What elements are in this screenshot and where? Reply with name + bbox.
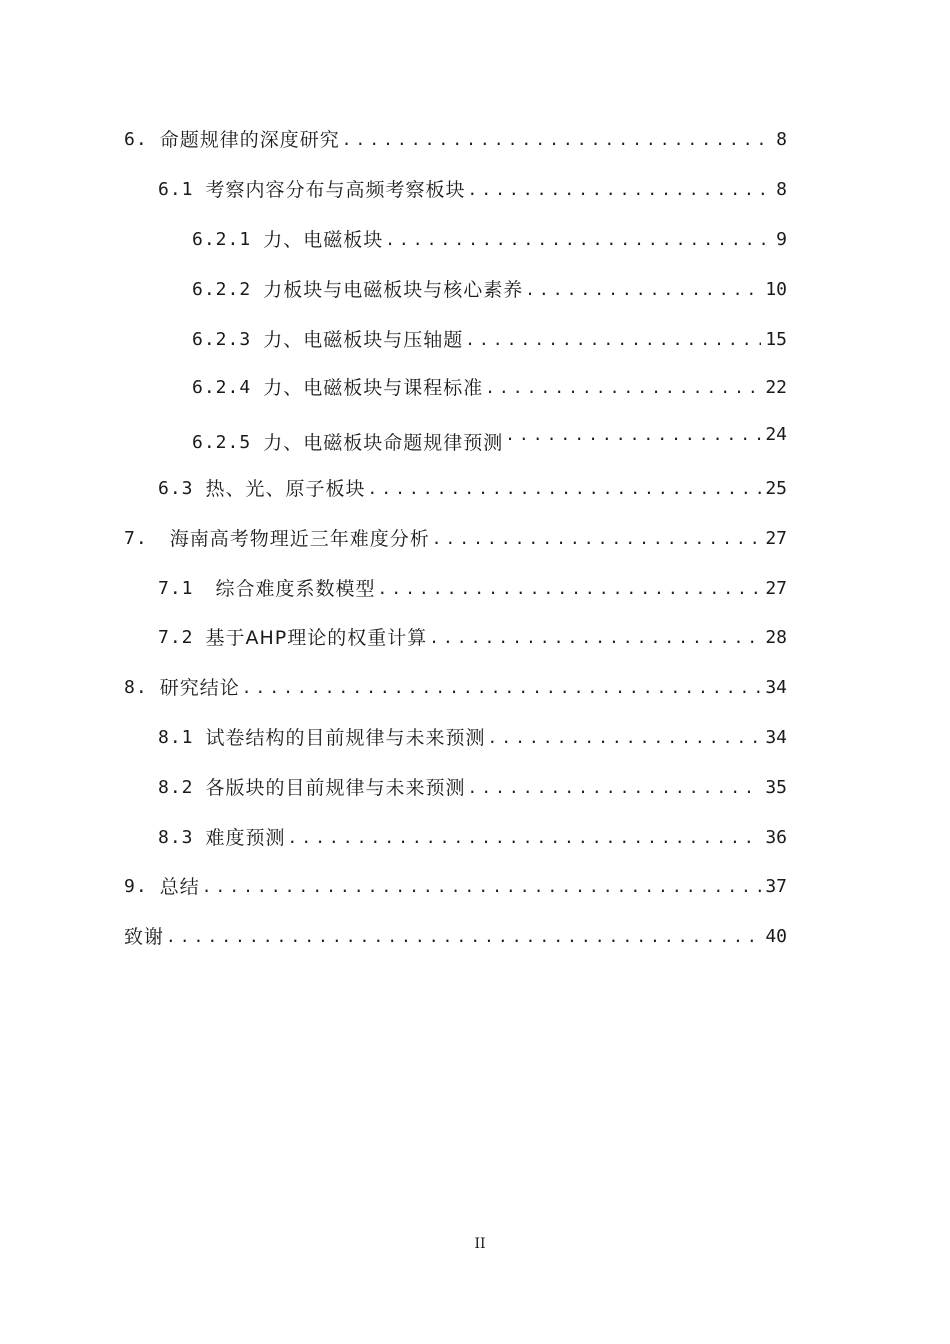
toc-entry-page: 34 [765, 677, 787, 698]
toc-entry[interactable] [158, 774, 787, 802]
toc-dot-leader [166, 923, 761, 951]
toc-entry-page: 40 [765, 926, 787, 947]
toc-dot-leader [242, 674, 762, 702]
toc-entry[interactable] [158, 624, 787, 652]
toc-entry[interactable] [158, 475, 787, 503]
toc-entry-title: 力板块与电磁板块与核心素养 [263, 279, 524, 301]
toc-entry[interactable] [158, 724, 787, 752]
toc-dot-leader [429, 624, 761, 652]
toc-dot-leader [485, 374, 761, 402]
toc-entry-title: 难度预测 [205, 827, 286, 849]
toc-dot-leader [368, 475, 762, 503]
toc-entry-title: 力、电磁板块与课程标准 [263, 377, 484, 399]
toc-entry-page: 22 [765, 377, 787, 398]
toc-entry-page: 15 [765, 329, 787, 350]
toc-entry-title: 研究结论 [159, 677, 240, 699]
toc-entry-number: 8. [124, 677, 148, 698]
toc-dot-leader [288, 824, 762, 852]
toc-entry-number: 6.2.2 [192, 279, 252, 300]
toc-dot-leader [378, 575, 762, 603]
toc-dot-leader [525, 276, 761, 304]
toc-entry-page: 8 [776, 129, 787, 150]
toc-entry-page: 9 [776, 229, 787, 250]
toc-entry-title: 力、电磁板块命题规律预测 [263, 432, 504, 454]
toc-entry-title: 综合难度系数模型 [215, 578, 376, 600]
toc-dot-leader [505, 421, 761, 449]
toc-entry-title: 力、电磁板块与压轴题 [263, 329, 464, 351]
toc-dot-leader [488, 724, 762, 752]
page-number: II [474, 1236, 486, 1252]
toc-entry-title: 力、电磁板块 [263, 229, 384, 251]
toc-entry-number: 6.2.5 [192, 432, 252, 453]
toc-entry-number: 7.2 [158, 627, 194, 648]
toc-entry[interactable] [192, 326, 787, 354]
toc-entry-number: 6.1 [158, 179, 194, 200]
toc-entry-title: 热、光、原子板块 [205, 478, 366, 500]
toc-dot-leader [468, 774, 762, 802]
toc-entry-number: 6.2.4 [192, 377, 252, 398]
toc-entry-page: 35 [765, 777, 787, 798]
toc-entry-title: 致谢 [124, 926, 165, 948]
toc-entry[interactable] [158, 176, 787, 204]
toc-entry[interactable] [192, 276, 787, 304]
toc-entry-number: 6. [124, 129, 148, 150]
toc-dot-leader [202, 873, 762, 901]
toc-entry-page: 24 [765, 424, 787, 445]
toc-entry[interactable] [192, 226, 787, 254]
toc-entry-page: 27 [765, 528, 787, 549]
toc-entry-page: 36 [765, 827, 787, 848]
toc-entry-number: 6.2.3 [192, 329, 252, 350]
toc-entry-title: 试卷结构的目前规律与未来预测 [205, 727, 486, 749]
toc-entry-number: 7. [124, 528, 148, 549]
toc-entry-page: 34 [765, 727, 787, 748]
toc-entry-number: 9. [124, 876, 148, 897]
toc-dot-leader [465, 326, 761, 354]
toc-entry[interactable] [158, 575, 787, 603]
toc-entry-title: 基于AHP理论的权重计算 [205, 627, 428, 649]
toc-entry-number: 6.3 [158, 478, 194, 499]
toc-dot-leader [432, 525, 762, 553]
toc-entry-title: 总结 [159, 876, 200, 898]
toc-entry-number: 8.2 [158, 777, 194, 798]
toc-entry-number: 7.1 [158, 578, 194, 599]
toc-entry-number: 6.2.1 [192, 229, 252, 250]
toc-entry[interactable] [124, 525, 787, 553]
toc-entry-number: 8.3 [158, 827, 194, 848]
toc-entry[interactable] [124, 674, 787, 702]
toc-entry-title: 考察内容分布与高频考察板块 [205, 179, 466, 201]
toc-dot-leader [468, 176, 773, 204]
toc-entry[interactable] [124, 923, 787, 951]
toc-entry-page: 8 [776, 179, 787, 200]
toc-entry[interactable] [158, 824, 787, 852]
toc-dot-leader [342, 126, 772, 154]
toc-entry[interactable] [192, 374, 787, 402]
toc-entry[interactable] [192, 424, 787, 457]
toc-entry-title: 海南高考物理近三年难度分析 [169, 528, 430, 550]
toc-entry-title: 命题规律的深度研究 [159, 129, 340, 151]
toc-entry-page: 25 [765, 478, 787, 499]
toc-entry-page: 27 [765, 578, 787, 599]
toc-entry[interactable] [124, 126, 787, 154]
toc-entry-page: 10 [765, 279, 787, 300]
toc-entry[interactable] [124, 873, 787, 901]
toc-entry-page: 28 [765, 627, 787, 648]
toc-entry-number: 8.1 [158, 727, 194, 748]
toc-entry-page: 37 [765, 876, 787, 897]
toc-entry-title: 各版块的目前规律与未来预测 [205, 777, 466, 799]
toc-dot-leader [385, 226, 772, 254]
